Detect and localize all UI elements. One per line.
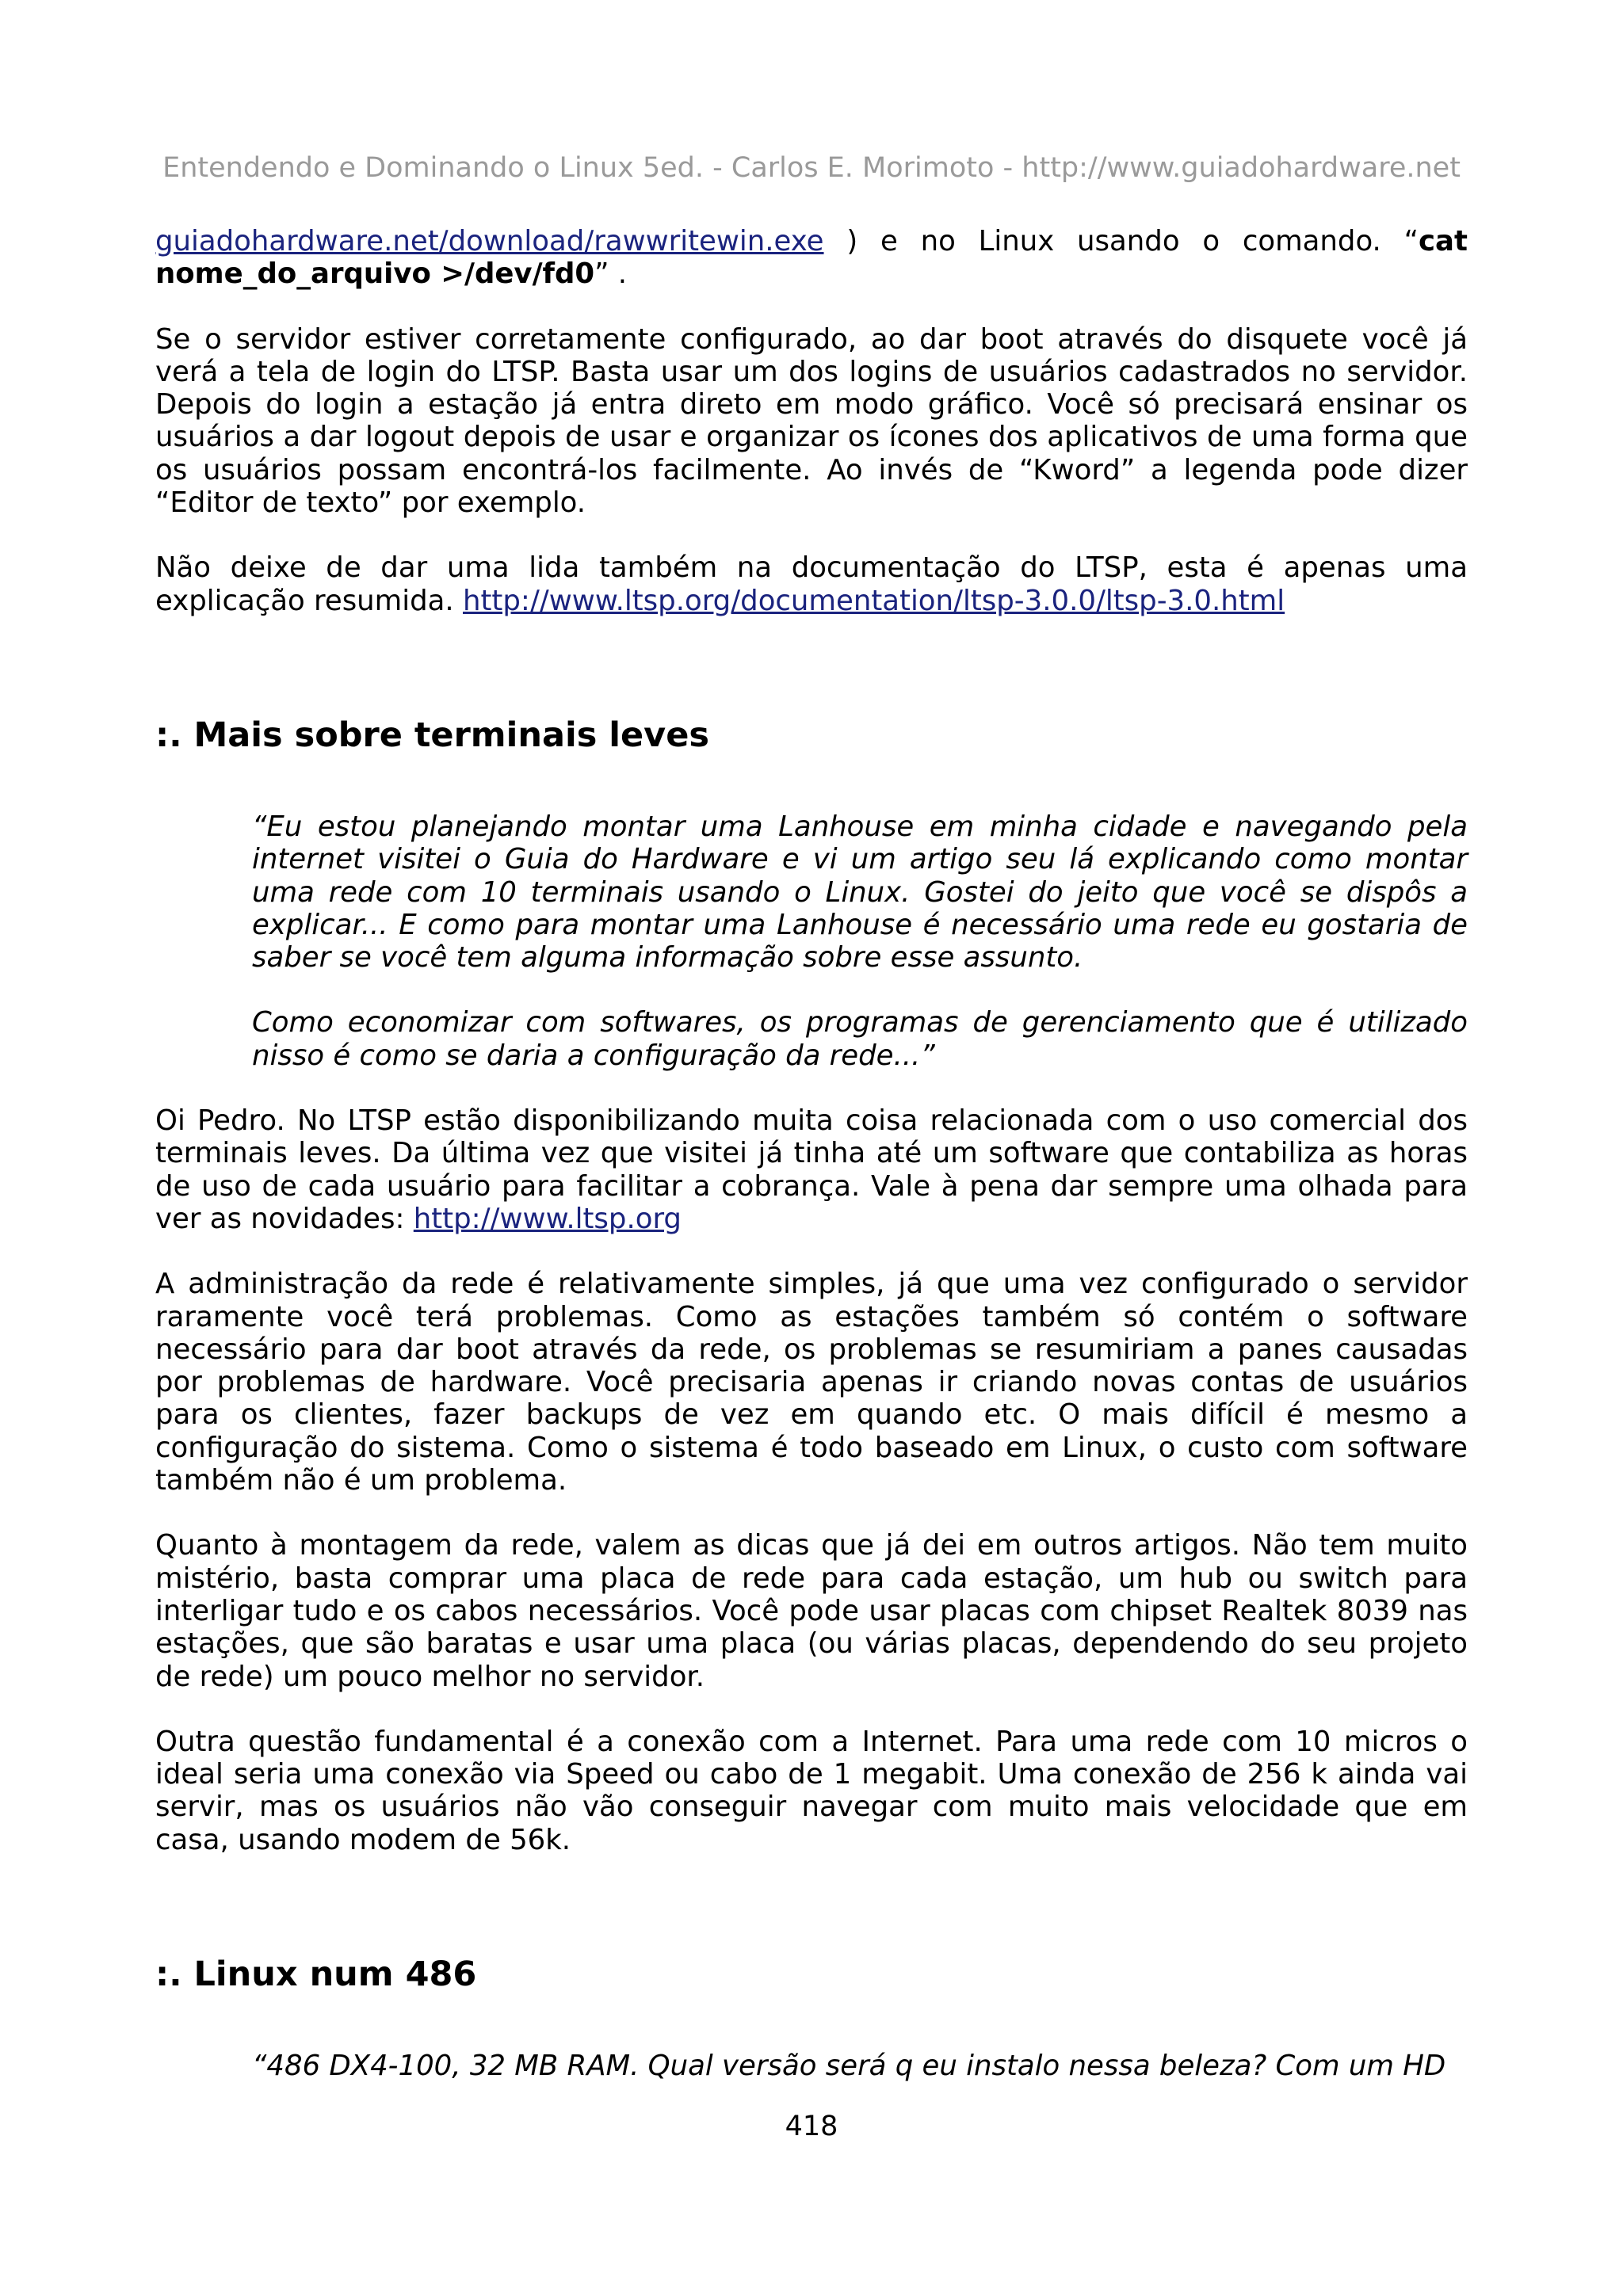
boot-paragraph: Se o servidor estiver corretamente configurado, ao dar boot através do disquete você já verá a tela de login do LTSP. Basta usar um dos logins de usuários cadastrados no servidor. Depois do login a estação já entra direto em modo gráfico. Você só precisará ensinar os usuários a dar logout depois de usar e organizar os ícones dos aplicativos de uma forma que os usuários possam encontrá-los facilmente. Ao invés de “Kword” a legenda pode dizer “Editor de texto” por exemplo. — [155, 322, 1468, 520]
answer-paragraph-4: Outra questão fundamental é a conexão com a Internet. Para uma rede com 10 micros o ideal seria uma conexão via Speed ou cabo de 1 megabit. Uma conexão de 256 k ainda vai servir, mas os usuários não vão conseguir navegar com muito mais velocidade que em casa, usando modem de 56k. — [155, 1725, 1468, 1856]
page-content — [155, 225, 1468, 2082]
rawwrite-link[interactable]: guiadohardware.net/download/rawwritewin.exe — [155, 225, 824, 257]
intro-text-after-command: ” . — [594, 257, 628, 291]
reader-question-2: Como economizar com softwares, os programas de gerenciamento que é utilizado nisso é como se daria a configuração da rede...” — [252, 1006, 1468, 1072]
answer-paragraph-3: Quanto à montagem da rede, valem as dicas que já dei em outros artigos. Não tem muito mistério, basta comprar uma placa de rede para cada estação, um hub ou switch para interligar tudo e os cabos necessários. Você pode usar placas com chipset Realtek 8039 nas estações, que são baratas e usar uma placa (ou várias placas, dependendo do seu projeto de rede) um pouco melhor no servidor. — [155, 1529, 1468, 1693]
section-heading-486: :. Linux num 486 — [155, 1954, 477, 1994]
section-heading-terminais: :. Mais sobre terminais leves — [155, 715, 709, 755]
page-number: 418 — [785, 2111, 838, 2142]
ltsp-docs-link[interactable]: http://www.ltsp.org/documentation/ltsp-3.0.0/ltsp-3.0.html — [463, 584, 1285, 617]
answer-paragraph-1 — [155, 1104, 1468, 1235]
running-header: Entendendo e Dominando o Linux 5ed. - Carlos E. Morimoto - http://www.guiadohardware.net — [162, 152, 1461, 184]
answer-paragraph-2: A administração da rede é relativamente simples, já que uma vez configurado o servidor raramente você terá problemas. Como as estações também só contém o software necessário para dar boot através da rede, os problemas se resumiriam a panes causadas por problemas de hardware. Você precisaria apenas ir criando novas contas de usuários para os clientes, fazer backups de vez em quando etc. O mais difícil é mesmo a configuração do sistema. Como o sistema é todo baseado em Linux, o custo com software também não é um problema. — [155, 1268, 1468, 1497]
command-text: cat nome_do_arquivo >/dev/fd0 — [155, 225, 1468, 291]
intro-text-after-link: ) e no Linux usando o comando. “ — [823, 225, 1419, 257]
intro-command-paragraph — [155, 225, 1468, 291]
answer-1-text: Oi Pedro. No LTSP estão disponibilizando muita coisa relacionada com o uso comercial dos terminais leves. Da última vez que visitei já tinha até um software que contabiliza as horas de uso de cada usuário para facilitar a cobrança. Vale à pena dar sempre uma olhada para ver as novidades: — [155, 1104, 1468, 1235]
ltsp-link[interactable]: http://www.ltsp.org — [413, 1202, 682, 1235]
reader-question-1: “Eu estou planejando montar uma Lanhouse em minha cidade e navegando pela internet visitei o Guia do Hardware e vi um artigo seu lá explicando como montar uma rede com 10 terminais usando o Linux. Gostei do jeito que você se dispôs a explicar... E como para montar uma Lanhouse é necessário uma rede eu gostaria de saber se você tem alguma informação sobre esse assunto. — [252, 810, 1468, 974]
reader-question-486: “486 DX4-100, 32 MB RAM. Qual versão será q eu instalo nessa beleza? Com um HD — [252, 2049, 1446, 2082]
docs-paragraph — [155, 551, 1468, 617]
docs-text: Não deixe de dar uma lida também na documentação do LTSP, esta é apenas uma explicação resumida. — [155, 551, 1468, 617]
